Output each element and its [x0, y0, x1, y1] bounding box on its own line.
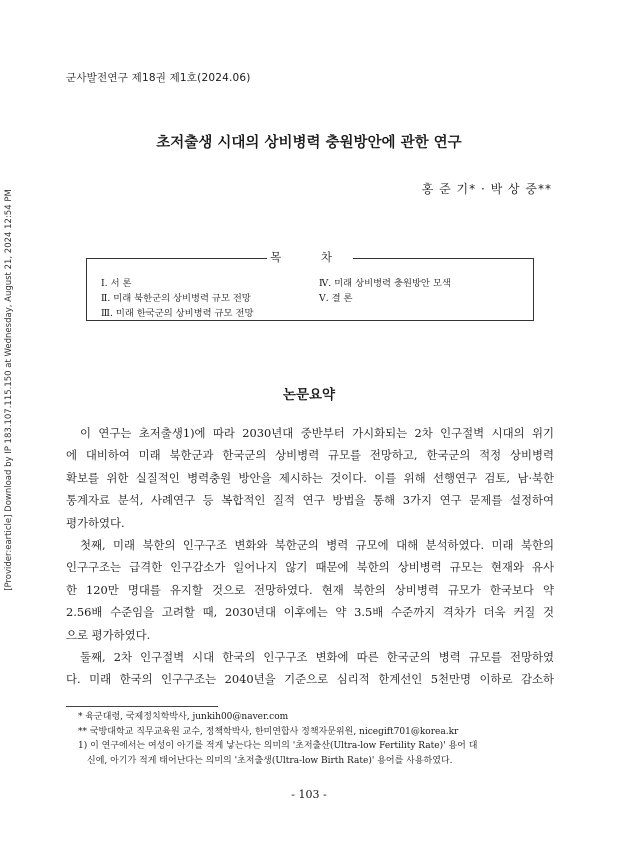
body-line: 이 연구는 초저출생1)에 따라 2030년대 중반부터 가시화되는 2차 인구절벽 시대의 위기: [80, 426, 554, 440]
toc-item: Ⅴ. 결 론: [319, 293, 353, 304]
footnote-1: 1) 이 연구에서는 여성이 아기를 적게 낳는다는 의미의 '초저출산(Ultra-low Fertility Rate)' 용어 대: [78, 741, 478, 752]
footnote-1-cont: 신에, 아기가 적게 태어난다는 의미의 '초저출생(Ultra-low Birth Rate)' 용어를 사용하였다.: [87, 755, 453, 766]
toc-title: 목 차: [270, 250, 350, 264]
toc-item: Ⅳ. 미래 상비병력 충원방안 모색: [319, 278, 451, 289]
toc-items: [101, 276, 525, 321]
footnote-author-1: * 육군대령, 국제정치학박사, junkih00@naver.com: [78, 712, 289, 722]
toc-row: [101, 306, 525, 321]
paper-title: 초저출생 시대의 상비병력 충원방안에 관한 연구: [156, 135, 462, 151]
toc-item: Ⅰ. 서 론: [101, 278, 132, 289]
footnotes: [78, 710, 556, 768]
body-line: 평가하였다.: [66, 515, 125, 530]
body-line: 첫째, 미래 북한의 인구구조 변화와 북한군의 병력 규모에 대해 분석하였다. 미래 북한의: [80, 538, 554, 553]
toc-item: Ⅱ. 미래 북한군의 상비병력 규모 전망: [101, 293, 251, 304]
toc-row: [101, 276, 525, 291]
footnote-rule: [66, 706, 218, 707]
body-line: 2.56배 수준임을 고려할 때, 2030년대 이후에는 약 3.5배 수준까지 격차가 더욱 커질 것: [66, 605, 554, 620]
toc-item: Ⅲ. 미래 한국군의 상비병력 규모 전망: [101, 308, 254, 319]
footnote-author-2: ** 국방대학교 직무교육원 교수, 정책학박사, 한미연합사 정책자문위원, nicegift701@korea.kr: [78, 726, 459, 737]
paper-authors: 홍 준 기* · 박 상 중**: [421, 182, 552, 196]
body-line: 통계자료 분석, 사례연구 등 복합적인 질적 연구 방법을 통해 3가지 연구 문제를 설정하여: [66, 493, 554, 508]
page-number: - 103 -: [291, 788, 327, 801]
body-line: 확보를 위한 실질적인 병력충원 방안을 제시하는 것이다. 이를 위해 선행연구 검토, 남·북한: [66, 470, 554, 485]
body-line: 한 120만 명대를 유지할 것으로 전망하였다. 현재 북한의 상비병력 규모가 한국보다 약: [66, 582, 554, 597]
download-stamp-text: [Provider:earticle] Download by IP 183.107.115.150 at Wednesday, August 21, 2024 12:54 PM: [4, 189, 15, 591]
toc-row: [101, 291, 525, 306]
body-line: 으로 평가하였다.: [66, 627, 151, 642]
abstract-heading: 논문요약: [282, 387, 336, 403]
body-line: 둘째, 2차 인구절벽 시대 한국의 인구구조 변화에 따른 한국군의 병력 규모를 전망하였: [80, 650, 554, 665]
body-line: 인구구조는 급격한 인구감소가 일어나지 않기 때문에 북한의 상비병력 규모는 현재와 유사: [66, 560, 554, 575]
body-line: 다. 미래 한국의 인구구조는 2040년을 기준으로 심리적 한계선인 5천만명 이하로 감소하: [66, 672, 554, 687]
table-of-contents: [86, 250, 534, 321]
body-line: 에 대비하여 미래 북한군과 한국군의 상비병력 규모를 전망하고, 한국군의 적정 상비병력: [66, 448, 554, 463]
abstract-body: [66, 422, 554, 691]
journal-header: 군사발전연구 제18권 제1호(2024.06): [66, 72, 251, 84]
